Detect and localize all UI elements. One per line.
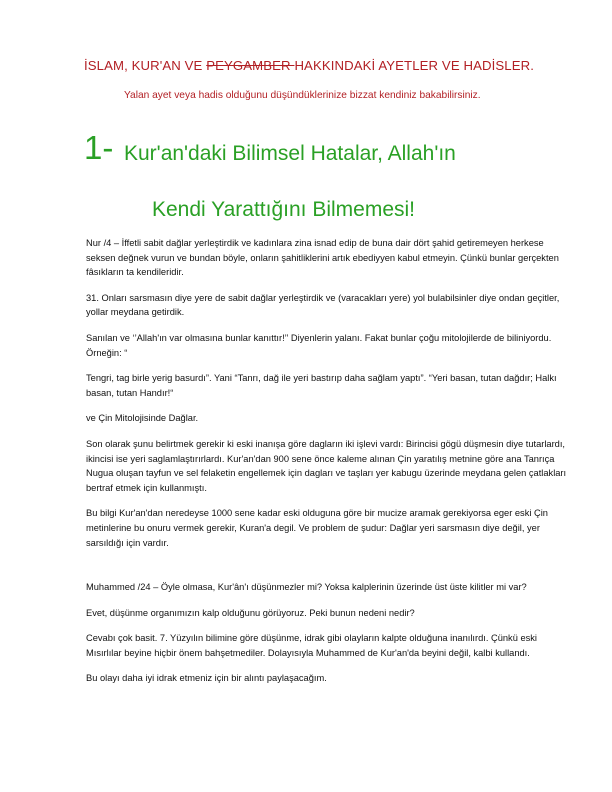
paragraph-verse-31: 31. Onları sarsmasın diye yere de sabit dağlar yerleştirdik ve (varacakları yere) yol bulabilsinler diye ondan geçitler, yollar meydana getirdik. [86, 292, 560, 318]
paragraph-mountain-functions: Son olarak şunu belirtmek gerekir ki eski inanışa göre dagların iki işlevi vardı: Birincisi gögü düşmesin diye tutarlardı, ikincisi ise yeri saglamlaştırırlardı. Kur'an'dan 900 sene önce kaleme alınan Çin yaratılış metnine göre ana Tanrıça Nugua oluşan tayfun ve sel felaketin engellemek için dagları ve taşları yer kabugu üzerinde meydana gelen çatlakları bertraf etmek için kullanmıştı. [86, 438, 567, 493]
paragraph-nur-4: Nur /4 – İffetli sabit dağlar yerleştirdik ve kadınlara zina isnad edip de buna dair dört şahid getiremeyen herkese seksen değnek vurun ve bundan böyle, onların şahitliklerini artık ebediyyen kabul etmeyin. Çünkü bunlar gerçekten fâsıkların ta kendileridir. [86, 238, 559, 278]
paragraph-quote-intro: Bu olayı daha iyi idrak etmeniz için bir alıntı paylaşacağım. [86, 673, 327, 684]
section-heading-line-1: Kur'an'daki Bilimsel Hatalar, Allah'ın [124, 142, 456, 165]
paragraph-heart-organ: Evet, düşünme organımızın kalp olduğunu görüyoruz. Peki bunun nedeni nedir? [86, 607, 415, 618]
paragraph-tengri-quote: Tengri, tag birle yerig basurdı”. Yani “Tanrı, dağ ile yeri bastırıp daha sağlam yaptı”. “Yeri basan, tutan dağdır; Halkı basan, tutan Handır!“ [86, 373, 557, 398]
title-part-2: HAKKINDAKİ AYETLER VE HADİSLER. [294, 58, 535, 73]
paragraph-mythology: Sanılan ve ‘’Allah'ın var olmasına bunlar kanıttır!’’ Diyenlerin yalanı. Fakat bunlar çoğu mitolojilerde de biliniyordu. Örneğin: “ [86, 332, 552, 358]
section-number: 1- [84, 129, 114, 166]
body-text [86, 236, 572, 697]
paragraph-muhammed-24: Muhammed /24 – Öyle olmasa, Kur'ân'ı düşünmezler mi? Yoksa kalplerinin üzerinde üst üste kilitler mi var? [86, 582, 527, 593]
document-subtitle: Yalan ayet veya hadis olduğunu düşündüklerinize bizzat kendiniz bakabilirsiniz. [124, 90, 481, 101]
paragraph-7th-century: Cevabı çok basit. 7. Yüzyılın bilimine göre düşünme, idrak gibi olayların kalpte olduğuna inanılırdı. Çünkü eski Mısırlılar beyine hiçbir önem bahşetmediler. Dolayısıyla Muhammed de Kur'an'da beyini değil, kalbi kullandı. [86, 633, 537, 658]
document-title [84, 58, 584, 73]
paragraph-chinese-texts: Bu bilgi Kur'an'dan neredeyse 1000 sene kadar eski olduguna göre bir mucize aramak gerekiyorsa eger eski Çin metinlerine bu onuru vermek gerekir, Kuran'a degil. Ve problem de şudur: Dağlar yeri sarsmasın diye değil, yer sarsıldığı için vardır. [86, 508, 548, 548]
paragraph-chinese-mythology: ve Çin Mitolojisinde Dağlar. [86, 413, 199, 424]
title-part-1: İSLAM, KUR'AN VE [84, 58, 207, 73]
section-heading-line-2: Kendi Yarattığını Bilmemesi! [152, 198, 416, 221]
title-struck-word: PEYGAMBER [206, 58, 295, 73]
